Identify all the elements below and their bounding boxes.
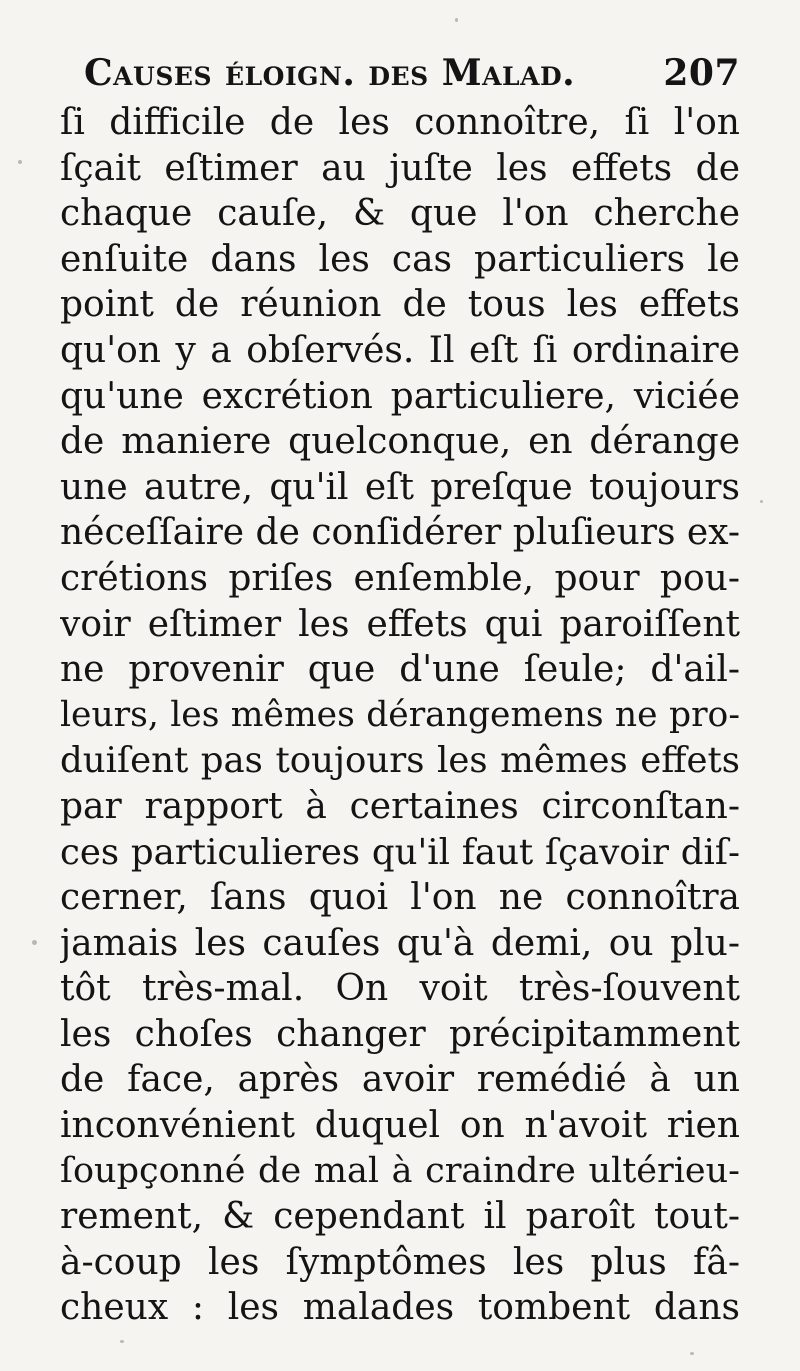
text-line: jamais les cauſes qu'à demi, ou plu- [60,922,740,964]
text-line: duiſent pas toujours les mêmes effets [60,740,740,782]
text-line: rement, & cependant il paroît tout- [60,1196,740,1238]
page-number: 207 [663,52,740,94]
text-line: leurs, les mêmes dérangemens ne pro- [60,694,740,735]
text-line: chaque cauſe, & que l'on cherche [60,193,740,235]
text-line: une autre, qu'il eſt preſque toujours [60,466,740,508]
text-line: qu'on y a obſervés. Il eſt ſi ordinaire [60,329,740,371]
page-text [60,52,740,1331]
paper-speck [18,160,22,164]
text-line: de face, après avoir remédié à un [60,1059,740,1101]
text-line: inconvénient duquel on n'avoit rien [60,1105,740,1147]
body-text [60,100,740,1331]
paper-speck [120,1340,124,1343]
text-line: ſi difficile de les connoître, ſi l'on [60,102,740,143]
text-line: à-coup les ſymptômes les plus fâ- [60,1241,740,1283]
running-head-title: Causes éloign. des Malad. [84,52,576,94]
text-line: tôt très-mal. On voit très-ſouvent [60,968,740,1010]
text-line: ſçait eſtimer au juſte les effets de [60,147,740,189]
text-line: néceſſaire de conſidérer pluſieurs ex- [60,512,740,554]
text-line: point de réunion de tous les effets [60,284,740,326]
text-line: qu'une excrétion particuliere, viciée [60,375,740,417]
text-line: cheux : les malades tombent dans [60,1287,740,1329]
text-line: voir eſtimer les effets qui paroiſſent [60,603,740,645]
text-line: ne provenir que d'une ſeule; d'ail- [60,649,740,691]
paper-speck [32,940,37,945]
paper-speck [760,500,763,503]
text-line: ces particulieres qu'il faut ſçavoir diſ- [60,831,740,873]
text-line: crétions priſes enſemble, pour pou- [60,557,740,599]
text-line: ſoupçonné de mal à craindre ultérieu- [60,1150,740,1191]
text-line: cerner, ſans quoi l'on ne connoîtra [60,877,740,919]
running-head [60,52,740,100]
paper-speck [455,18,458,22]
text-line: par rapport à certaines circonſtan- [60,785,740,827]
text-line: les choſes changer précipitamment [60,1013,740,1055]
paper-speck [690,1352,694,1355]
text-line: enſuite dans les cas particuliers le [60,238,740,280]
text-line: de maniere quelconque, en dérange [60,421,740,463]
